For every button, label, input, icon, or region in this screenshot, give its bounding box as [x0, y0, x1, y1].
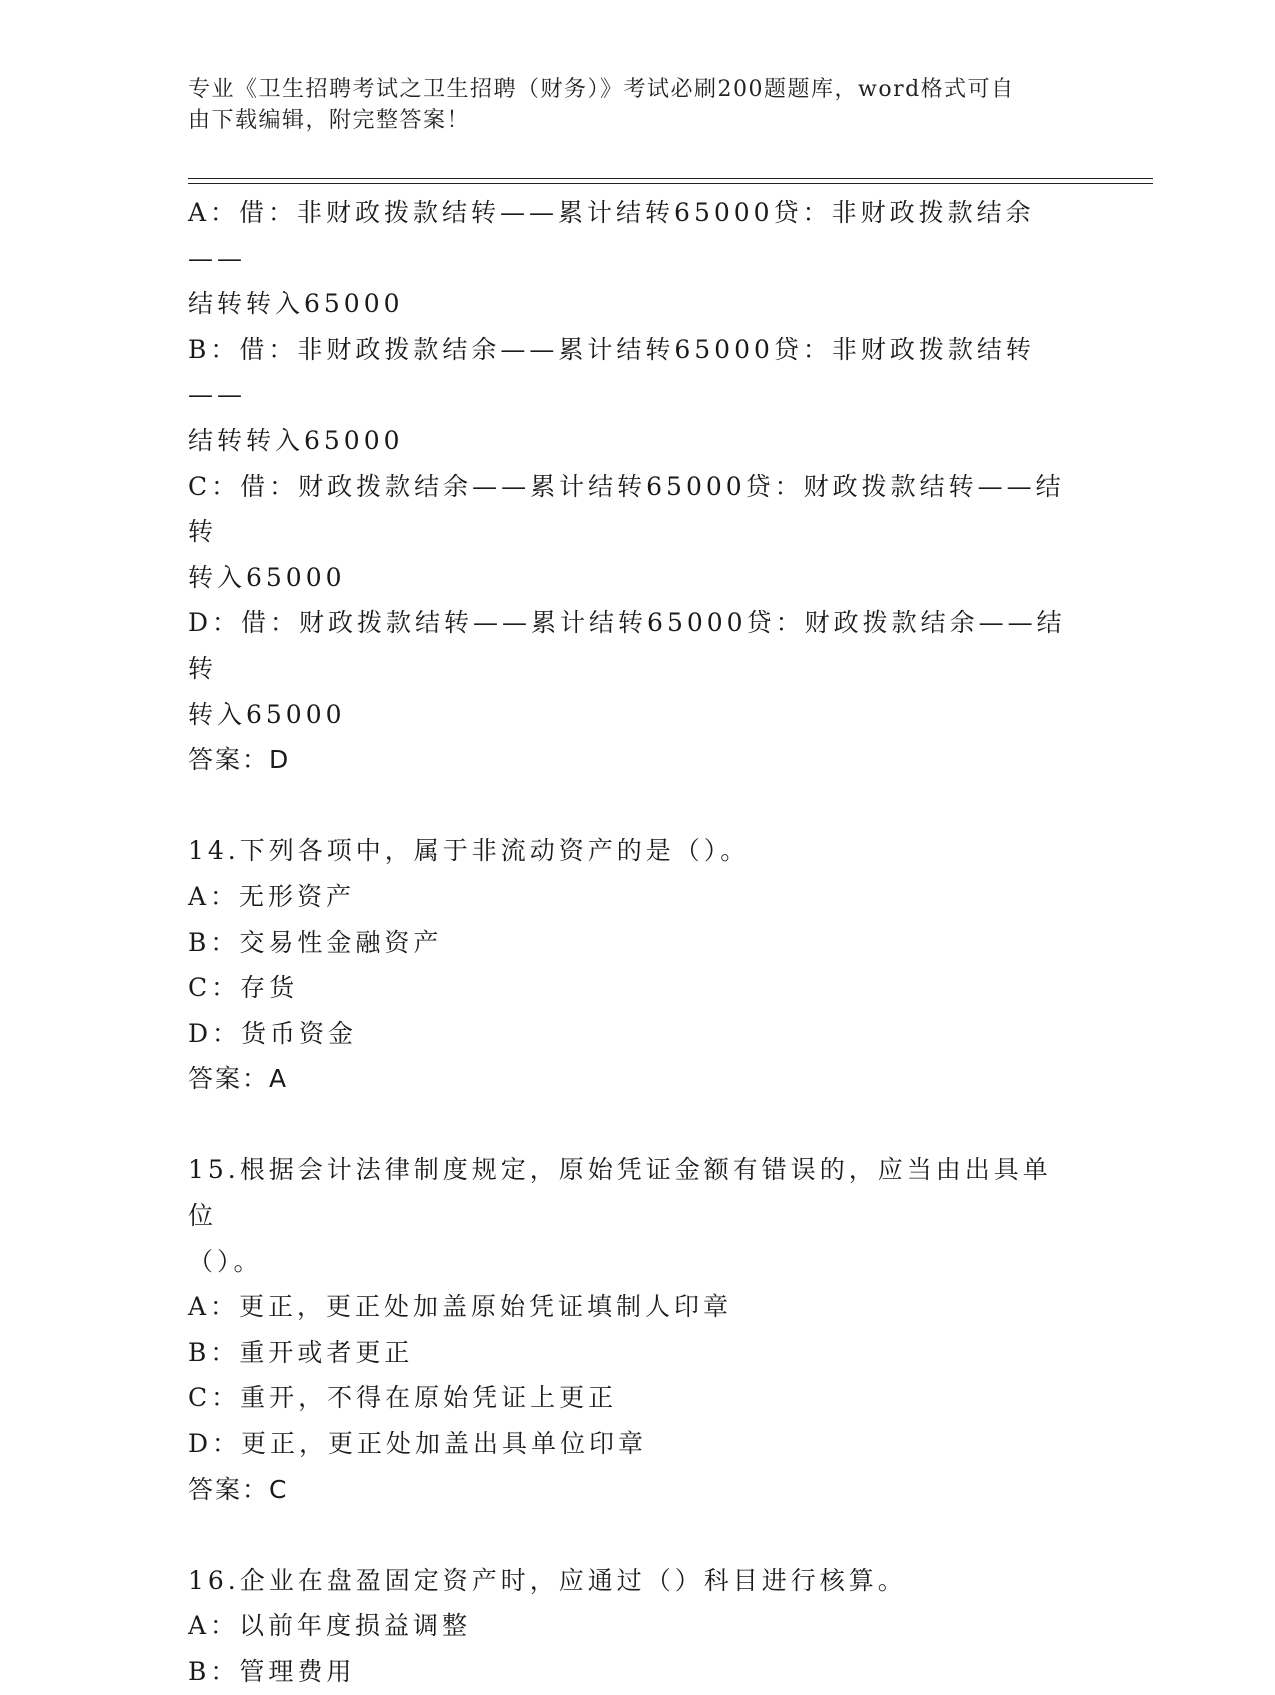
- question-15-block: [188, 1147, 1078, 1512]
- q15-option-d: D：更正，更正处加盖出具单位印章: [188, 1429, 648, 1459]
- question-13-block: [188, 190, 1078, 783]
- spacer: [188, 1102, 1078, 1148]
- header-line-1: 专业《卫生招聘考试之卫生招聘（财务）》考试必刷200题题库，word格式可自: [188, 77, 1015, 102]
- q13-option-b-line-2: 结转转入65000: [188, 425, 404, 455]
- q16-option-b: B：管理费用: [188, 1657, 356, 1686]
- q15-option-c: C：重开，不得在原始凭证上更正: [188, 1383, 618, 1413]
- header-divider-bottom: [188, 183, 1153, 184]
- q13-option-c-line-2: 转入65000: [188, 562, 346, 592]
- q13-answer: 答案：D: [188, 745, 291, 775]
- document-header: [188, 74, 1068, 136]
- q14-option-a: A：无形资产: [188, 881, 356, 911]
- question-content: [188, 190, 1078, 1695]
- q13-option-c-line-1: C：借：财政拨款结余——累计结转65000贷：财政拨款结转——结转: [188, 471, 1065, 547]
- q13-option-b-line-1: B：借：非财政拨款结余——累计结转65000贷：非财政拨款结转——: [188, 334, 1035, 410]
- q13-option-d-line-2: 转入65000: [188, 699, 346, 729]
- q15-question-line-1: 15.根据会计法律制度规定，原始凭证金额有错误的，应当由出具单位: [188, 1155, 1052, 1231]
- q13-option-a-line-2: 结转转入65000: [188, 289, 404, 319]
- q14-option-c: C：存货: [188, 973, 299, 1003]
- spacer: [188, 1512, 1078, 1558]
- spacer: [188, 783, 1078, 829]
- header-line-2: 由下载编辑，附完整答案！: [188, 108, 471, 133]
- question-16-block: [188, 1558, 1078, 1695]
- q13-option-d-line-1: D：借：财政拨款结转——累计结转65000贷：财政拨款结余——结转: [188, 608, 1066, 683]
- q16-option-a: A：以前年度损益调整: [188, 1611, 472, 1641]
- header-divider-top: [188, 178, 1153, 179]
- q15-question-line-2: （）。: [188, 1246, 263, 1276]
- q14-option-b: B：交易性金融资产: [188, 927, 443, 957]
- q14-option-d: D：货币资金: [188, 1018, 358, 1048]
- q14-question: 14.下列各项中，属于非流动资产的是（）。: [188, 836, 750, 866]
- question-14-block: [188, 828, 1078, 1102]
- q15-option-a: A：更正，更正处加盖原始凭证填制人印章: [188, 1292, 733, 1322]
- q16-question: 16.企业在盘盈固定资产时，应通过（）科目进行核算。: [188, 1565, 907, 1595]
- q15-option-b: B：重开或者更正: [188, 1337, 414, 1367]
- q13-option-a-line-1: A：借：非财政拨款结转——累计结转65000贷：非财政拨款结余——: [188, 198, 1035, 273]
- q15-answer: 答案：C: [188, 1474, 289, 1504]
- q14-answer: 答案：A: [188, 1064, 289, 1094]
